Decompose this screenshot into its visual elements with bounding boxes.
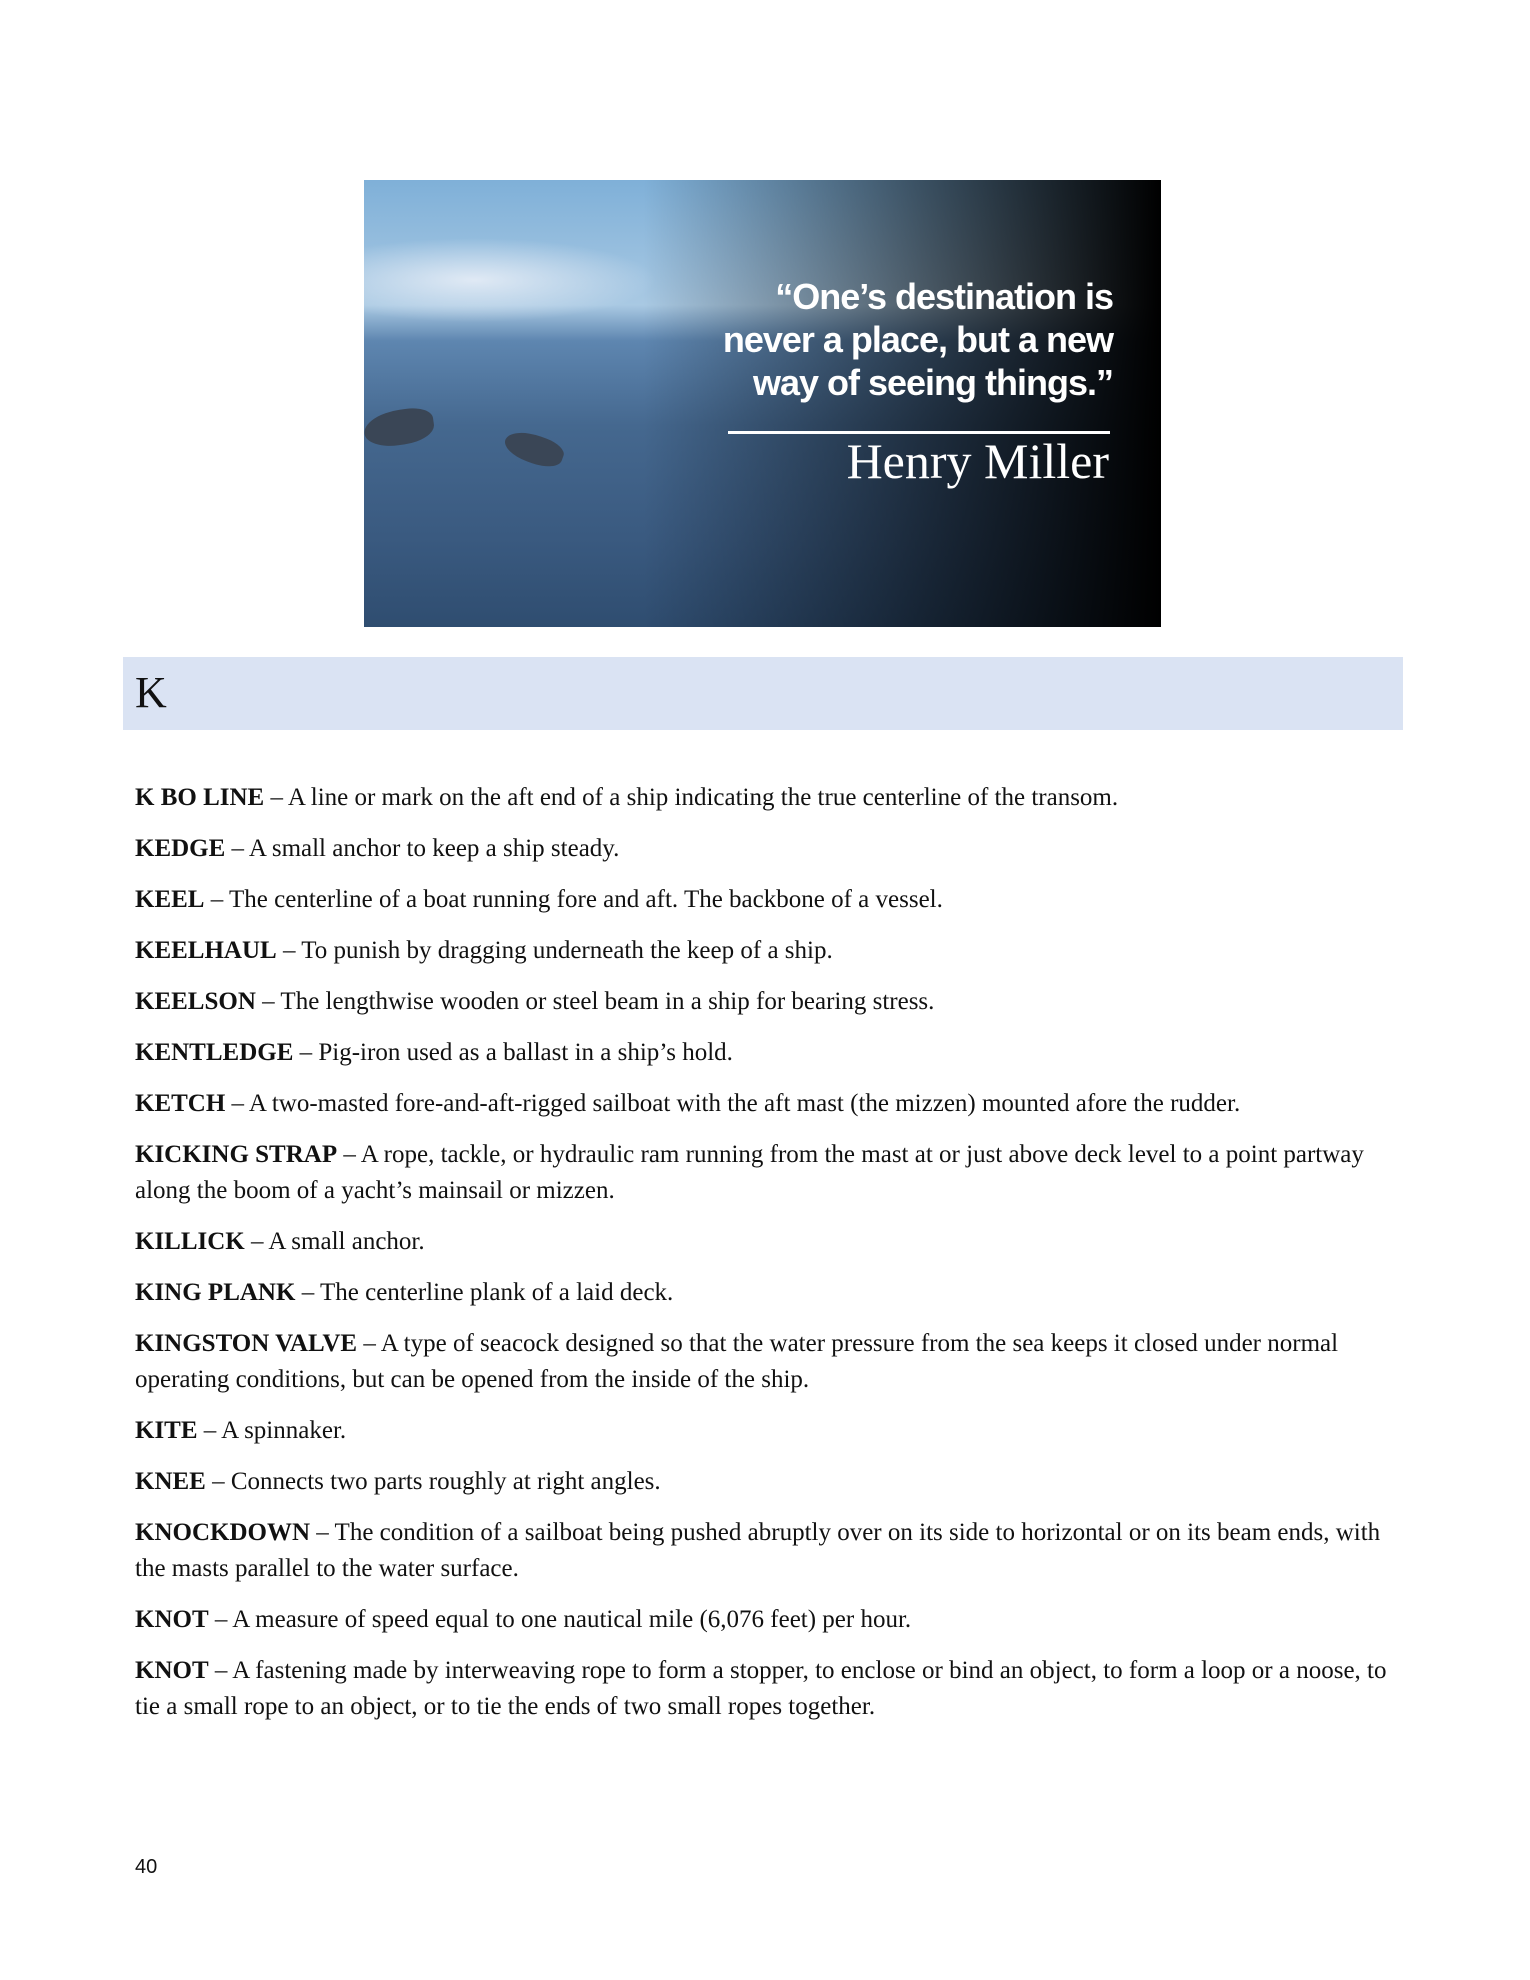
glossary-term: KNOCKDOWN xyxy=(135,1519,310,1546)
glossary-definition: – The centerline plank of a laid deck. xyxy=(295,1279,674,1306)
glossary-entry xyxy=(135,1035,1400,1071)
glossary-term: KEDGE xyxy=(135,835,226,862)
glossary-definition: – Connects two parts roughly at right angles. xyxy=(205,1468,661,1495)
glossary-definition: – To punish by dragging underneath the keep of a ship. xyxy=(276,937,833,964)
glossary-term: K BO LINE xyxy=(135,784,265,811)
glossary-term: KITE xyxy=(135,1417,198,1444)
glossary-entry xyxy=(135,882,1400,918)
glossary-definition: – The condition of a sailboat being pushed abruptly over on its side to horizontal or on its beam ends, with the masts parallel to the water surface. xyxy=(135,1519,1381,1582)
glossary-term: KNEE xyxy=(135,1468,206,1495)
glossary-term: KNOT xyxy=(135,1606,209,1633)
page-number: 40 xyxy=(135,1856,158,1878)
dolphin-graphic xyxy=(501,426,567,473)
glossary-definition: – Pig-iron used as a ballast in a ship’s hold. xyxy=(293,1039,733,1066)
glossary-definition: – A small anchor. xyxy=(244,1228,425,1255)
glossary-term: KNOT xyxy=(135,1657,209,1684)
glossary-term: KICKING STRAP xyxy=(135,1141,338,1168)
glossary-entry xyxy=(135,1653,1400,1725)
quote-text xyxy=(723,275,1113,404)
glossary-entry xyxy=(135,984,1400,1020)
glossary-definition: – A measure of speed equal to one nautical mile (6,076 feet) per hour. xyxy=(208,1606,912,1633)
glossary-term: KING PLANK xyxy=(135,1279,296,1306)
glossary-entry xyxy=(135,780,1400,816)
glossary-entry xyxy=(135,933,1400,969)
glossary-definition: – A spinnaker. xyxy=(197,1417,347,1444)
dolphin-graphic xyxy=(364,405,436,449)
glossary-definition: – The lengthwise wooden or steel beam in a ship for bearing stress. xyxy=(255,988,935,1015)
glossary-entry xyxy=(135,1515,1400,1587)
quote-line: way of seeing things.” xyxy=(752,362,1113,403)
glossary-definition: – A small anchor to keep a ship steady. xyxy=(225,835,620,862)
glossary-definition: – A rope, tackle, or hydraulic ram running from the mast at or just above deck level to a point partway along the boom of a yacht’s mainsail or mizzen. xyxy=(135,1141,1364,1204)
glossary-entry xyxy=(135,1275,1400,1311)
glossary-term: KEEL xyxy=(135,886,205,913)
glossary-list xyxy=(135,780,1400,1740)
glossary-definition: – A type of seacock designed so that the water pressure from the sea keeps it closed under normal operating conditions, but can be opened from the inside of the ship. xyxy=(135,1330,1339,1393)
glossary-definition: – The centerline of a boat running fore and aft. The backbone of a vessel. xyxy=(204,886,943,913)
quote-author: Henry Miller xyxy=(846,433,1109,489)
glossary-entry xyxy=(135,1326,1400,1398)
section-letter: K xyxy=(135,668,167,717)
quote-line: “One’s destination is xyxy=(775,276,1113,317)
glossary-entry xyxy=(135,1602,1400,1638)
glossary-term: KENTLEDGE xyxy=(135,1039,294,1066)
glossary-term: KEELSON xyxy=(135,988,256,1015)
glossary-entry xyxy=(135,831,1400,867)
quote-line: never a place, but a new xyxy=(722,319,1113,360)
glossary-entry xyxy=(135,1137,1400,1209)
glossary-definition: – A line or mark on the aft end of a ship indicating the true centerline of the transom. xyxy=(264,784,1119,811)
glossary-entry xyxy=(135,1224,1400,1260)
section-heading xyxy=(123,657,1403,730)
glossary-term: KETCH xyxy=(135,1090,226,1117)
glossary-definition: – A two-masted fore-and-aft-rigged sailboat with the aft mast (the mizzen) mounted afore the rudder. xyxy=(225,1090,1241,1117)
glossary-entry xyxy=(135,1464,1400,1500)
glossary-term: KINGSTON VALVE xyxy=(135,1330,358,1357)
glossary-entry xyxy=(135,1086,1400,1122)
glossary-term: KEELHAUL xyxy=(135,937,277,964)
glossary-definition: – A fastening made by interweaving rope to form a stopper, to enclose or bind an object, to form a loop or a noose, to tie a small rope to an object, or to tie the ends of two small ropes together. xyxy=(135,1657,1387,1720)
quote-image xyxy=(364,180,1161,627)
glossary-entry xyxy=(135,1413,1400,1449)
glossary-term: KILLICK xyxy=(135,1228,245,1255)
